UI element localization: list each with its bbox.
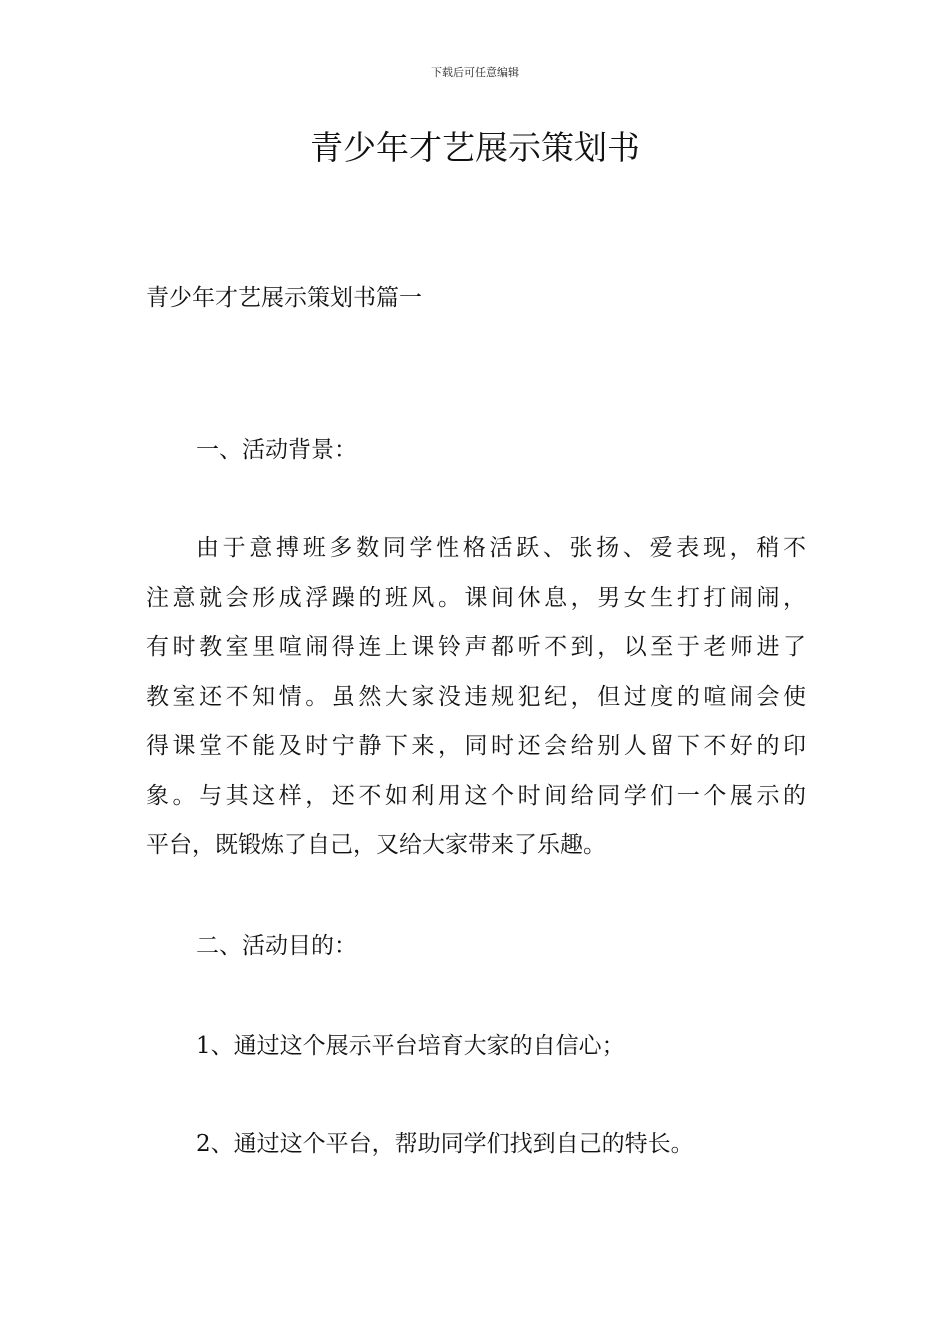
document-subtitle: 青少年才艺展示策划书篇一 xyxy=(146,285,422,311)
paragraph-line: 象。与其这样，还不如利用这个时间给同学们一个展示的 xyxy=(146,782,806,809)
section-heading-background: 一、活动背景： xyxy=(196,437,357,463)
document-title: 青少年才艺展示策划书 xyxy=(310,128,640,167)
paragraph-line: 教室还不知情。虽然大家没违规犯纪，但过度的喧闹会使 xyxy=(146,683,806,710)
paragraph-line: 有时教室里喧闹得连上课铃声都听不到，以至于老师进了 xyxy=(146,634,806,660)
paragraph-line: 平台，既锻炼了自己，又给大家带来了乐趣。 xyxy=(146,832,606,858)
paragraph-line: 得课堂不能及时宁静下来，同时还会给别人留下不好的印 xyxy=(146,733,806,759)
paragraph-line: 由于意搏班多数同学性格活跃、张扬、爱表现，稍不 xyxy=(196,535,806,561)
header-note: 下载后可任意编辑 xyxy=(431,66,519,79)
paragraph-line: 注意就会形成浮躁的班风。课间休息，男女生打打闹闹， xyxy=(146,584,806,611)
section-heading-goals: 二、活动目的： xyxy=(196,933,357,959)
background-paragraph xyxy=(146,530,806,877)
goal-item: 2、通过这个平台，帮助同学们找到自己的特长。 xyxy=(196,1131,694,1157)
goal-item: 1、通过这个展示平台培育大家的自信心； xyxy=(196,1033,625,1059)
